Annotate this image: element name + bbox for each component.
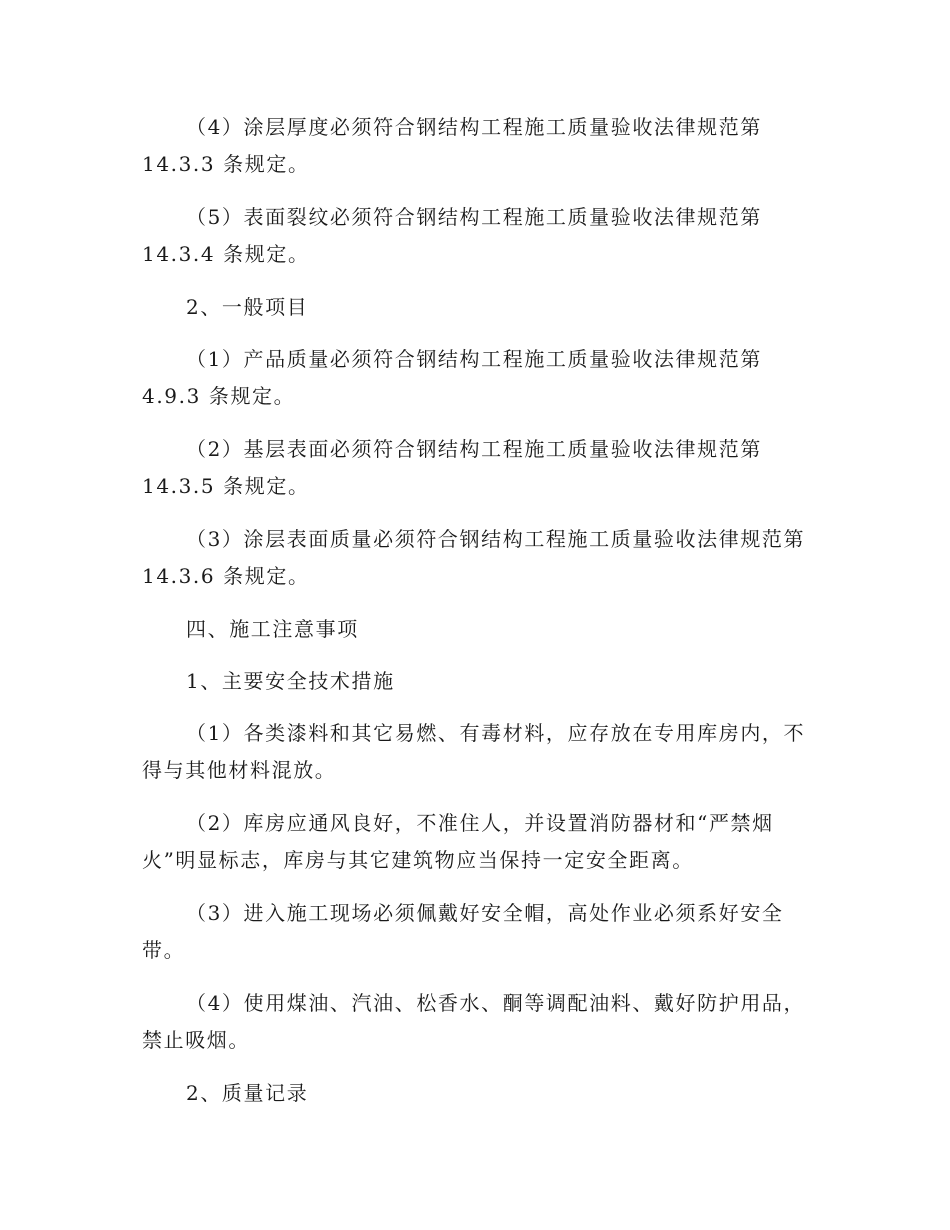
- section-heading: 2、一般项目: [186, 295, 309, 319]
- paragraph-line: （3）涂层表面质量必须符合钢结构工程施工质量验收法律规范第: [186, 527, 806, 551]
- paragraph-line: 带。: [142, 938, 186, 962]
- paragraph-line: 4.9.3 条规定。: [142, 384, 296, 408]
- paragraph-line: （2）基层表面必须符合钢结构工程施工质量验收法律规范第: [186, 437, 762, 461]
- paragraph-line: 14.3.4 条规定。: [142, 242, 310, 266]
- paragraph-line: 14.3.6 条规定。: [142, 564, 310, 588]
- paragraph-line: （4）使用煤油、汽油、松香水、酮等调配油料、戴好防护用品，: [186, 991, 806, 1015]
- paragraph-line: （1）各类漆料和其它易燃、有毒材料，应存放在专用库房内，不: [186, 721, 806, 745]
- paragraph-line: 14.3.3 条规定。: [142, 152, 310, 176]
- paragraph-line: 禁止吸烟。: [142, 1028, 250, 1052]
- paragraph-line: （3）进入施工现场必须佩戴好安全帽，高处作业必须系好安全: [186, 901, 784, 925]
- section-heading: 四、施工注意事项: [186, 617, 359, 641]
- paragraph-line: （2）库房应通风良好，不准住人，并设置消防器材和“严禁烟: [186, 811, 774, 835]
- paragraph-line: 得与其他材料混放。: [142, 758, 337, 782]
- section-heading: 2、质量记录: [186, 1081, 309, 1105]
- paragraph-line: 14.3.5 条规定。: [142, 474, 310, 498]
- paragraph-line: （4）涂层厚度必须符合钢结构工程施工质量验收法律规范第: [186, 115, 762, 139]
- section-heading: 1、主要安全技术措施: [186, 669, 395, 693]
- paragraph-line: （5）表面裂纹必须符合钢结构工程施工质量验收法律规范第: [186, 205, 762, 229]
- paragraph-line: （1）产品质量必须符合钢结构工程施工质量验收法律规范第: [186, 347, 762, 371]
- paragraph-line: 火”明显标志，库房与其它建筑物应当保持一定安全距离。: [142, 848, 694, 872]
